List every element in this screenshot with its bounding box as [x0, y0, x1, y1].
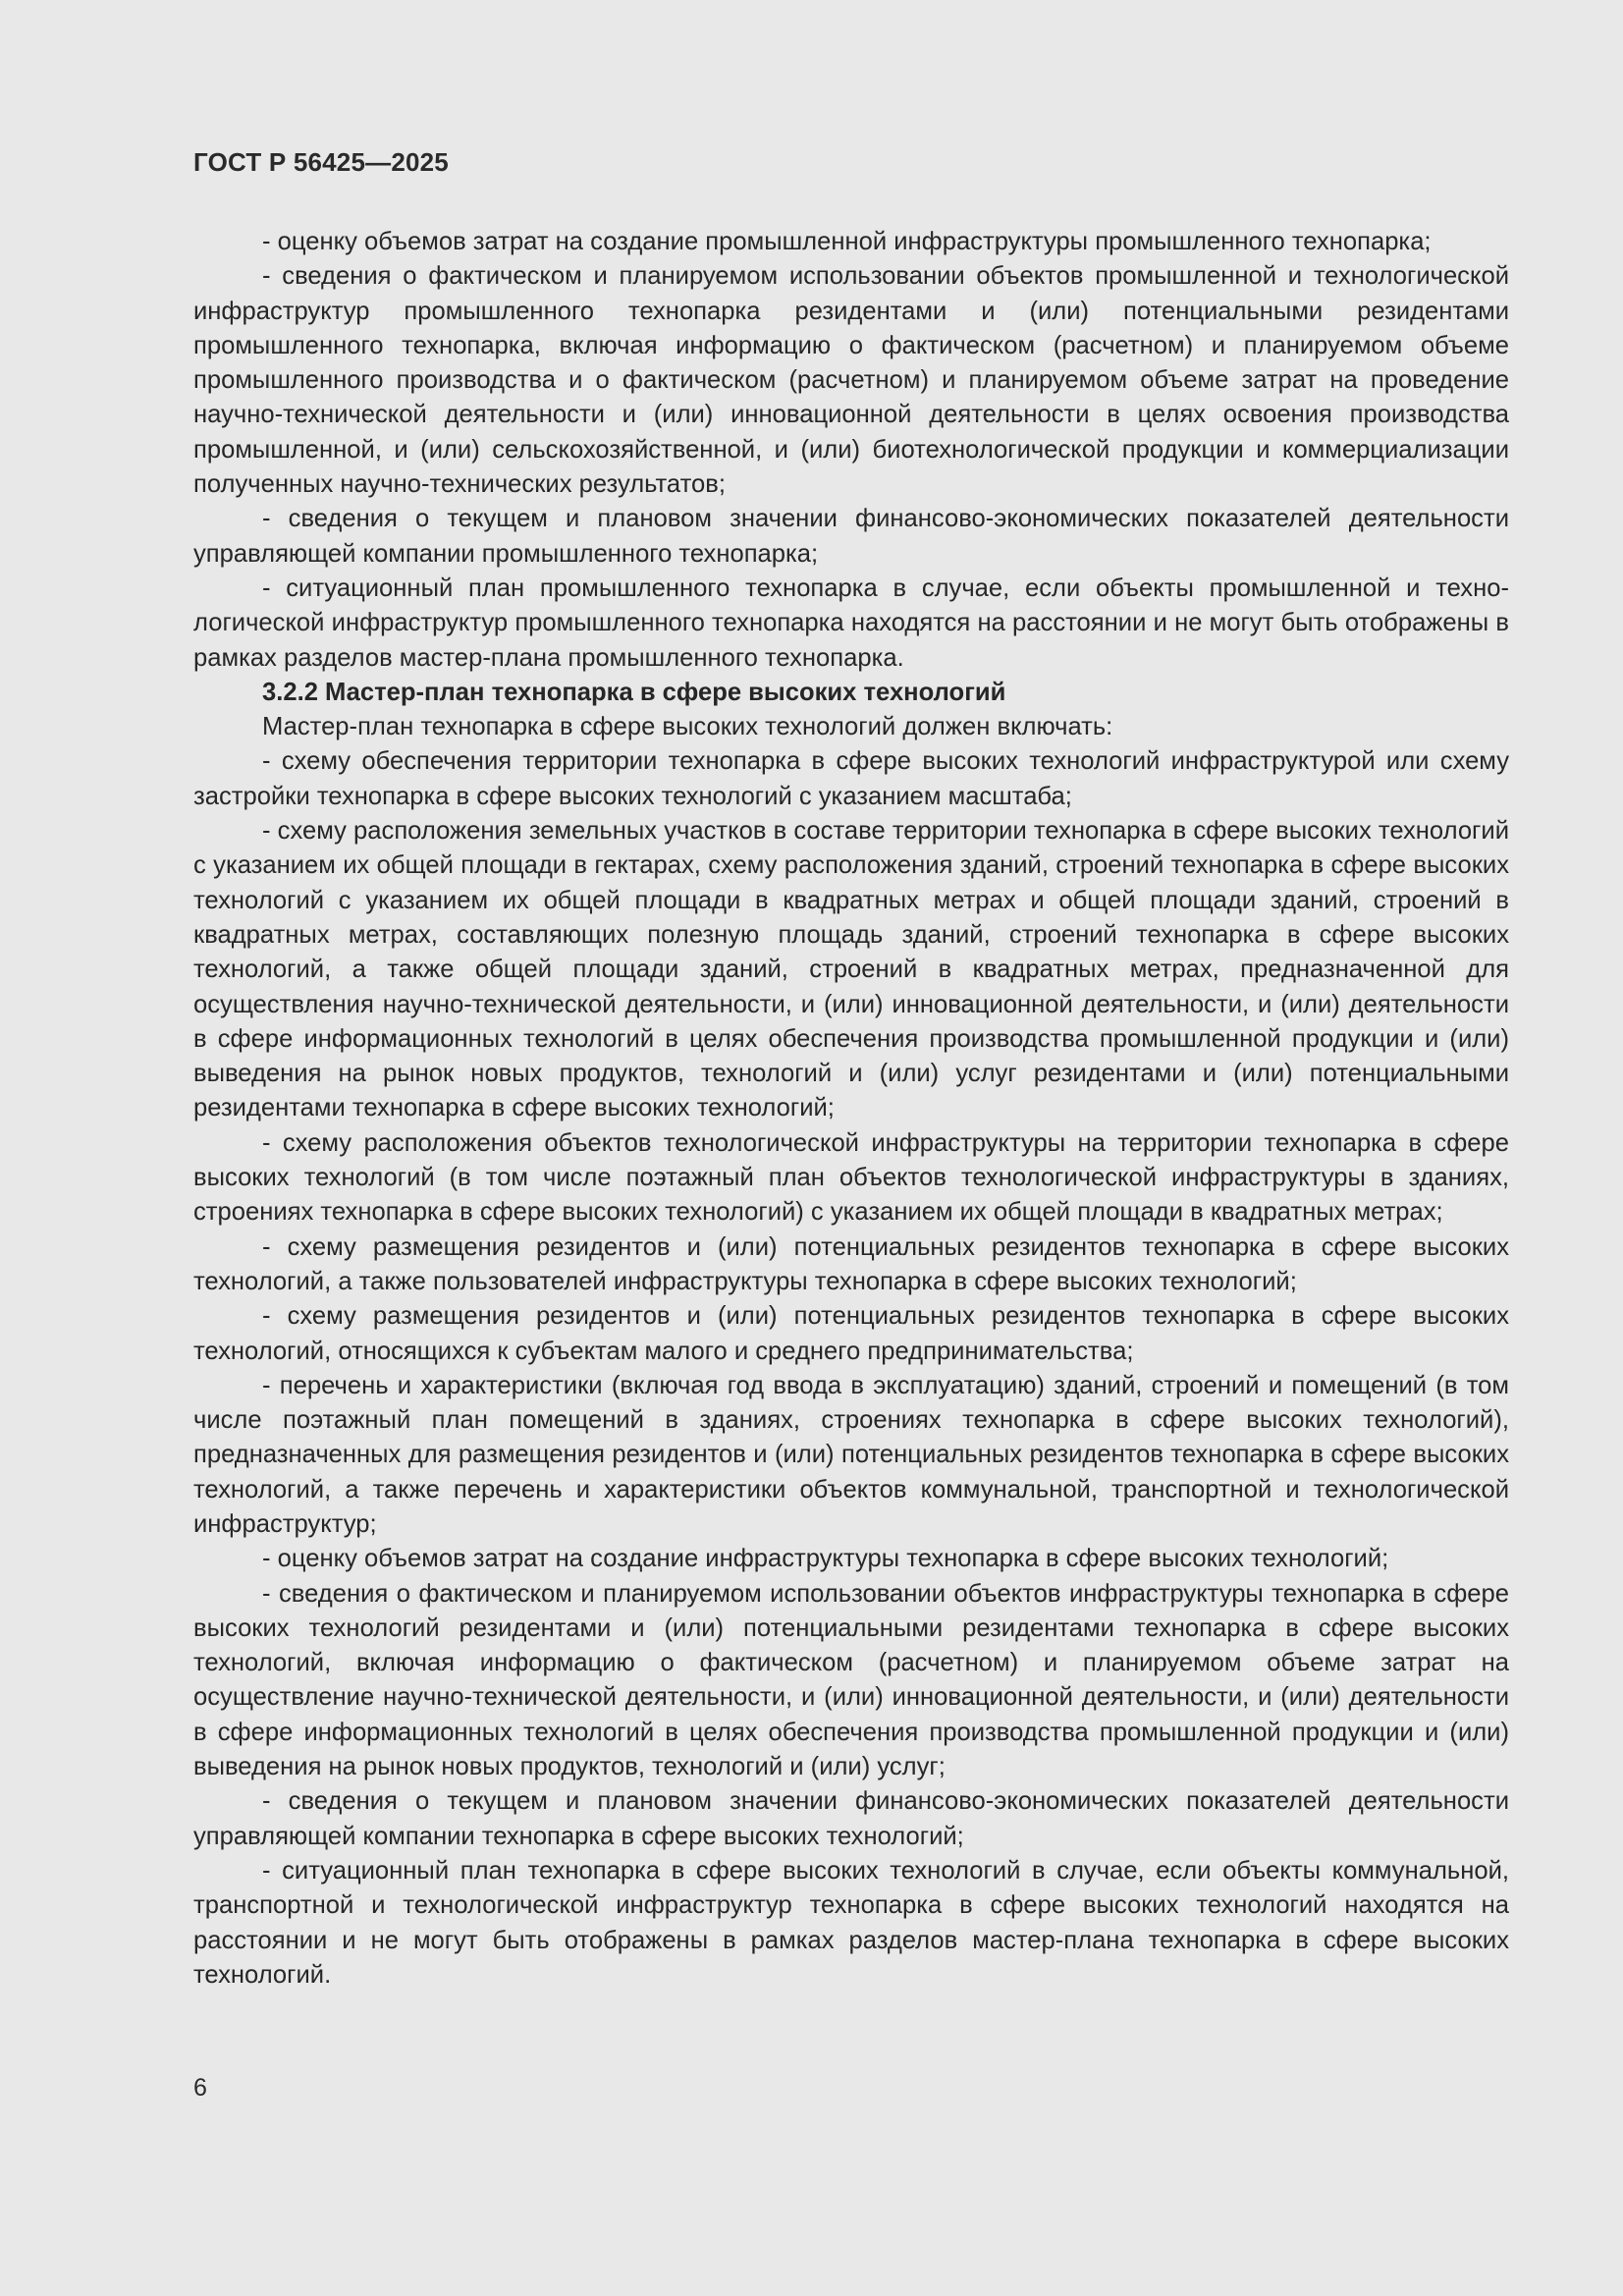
paragraph: - ситуационный план промышленного технопарка в случае, если объекты промышленной и технологической инфраструктур промышленного технопарка находятся на расстоянии и не могут быть отображены в рамках разделов мастер-плана промышленного технопарка.: [193, 574, 1509, 672]
paragraph: - сведения о текущем и плановом значении финансово-экономических показателей деятельности управляющей компании промышленного технопарка;: [193, 505, 1509, 568]
list-item: - сведения о фактическом и планируемом использовании объектов инфраструктуры технопарка в сфере высоких технологий резидентами и (или) потенциальными резидентами технопарка в сфере высоких технологий, включая информацию о фактическом (расчетном) и планируемом объеме затрат на осуществление научно-технической деятельности, и (или) инновационной деятельности, и (или) деятельности в сфере информационных технологий в целях обеспечения производства промышленной продукции и (или) выведения на рынок новых продуктов, технологий и (или) услуг;: [193, 1579, 1509, 1781]
list-item: - перечень и характеристики (включая год ввода в эксплуатацию) зданий, строений и помещений (в том числе поэтажный план помещений в зданиях, строениях технопарка в сфере высоких технологий), предназначенных для размещения резидентов и (или) потенциальных резидентов технопарка в сфере высоких технологий, а также перечень и характеристики объектов коммунальной, транспортной и технологической инфраструктур;: [193, 1371, 1509, 1538]
list-item: - схему обеспечения территории технопарка в сфере высоких технологий инфраструктурой или схему застройки технопарка в сфере высоких технологий с указанием масштаба;: [193, 747, 1509, 810]
section-intro: Мастер-план технопарка в сфере высоких технологий должен включать:: [262, 713, 1113, 741]
document-body: [193, 225, 1509, 1993]
list-item: - схему размещения резидентов и (или) потенциальных резидентов технопарка в сфере высоких технологий, а также пользователей инфраструктуры технопарка в сфере высоких технологий;: [193, 1232, 1509, 1295]
paragraph: - сведения о фактическом и планируемом использовании объектов промышленной и технологической инфраструктур промышленного технопарка резидентами и (или) потенциальными резидентами промышленного технопарка, включая информацию о фактическом (расчетном) и планируемом объеме промышленного производства и о фактическом (расчетном) и планируемом объеме затрат на проведение научно-технической деятельности и (или) инновационной деятельности в целях освоения производства промышленной, и (или) сельскохозяйственной, и (или) биотехнологической продукции и коммерциализации полученных научно-технических результатов;: [193, 262, 1509, 499]
paragraph: - оценку объемов затрат на создание промышленной инфраструктуры промышленного технопарка;: [262, 228, 1432, 255]
list-item: - ситуационный план технопарка в сфере высоких технологий в случае, если объекты коммунальной, транспортной и технологической инфраструктур технопарка в сфере высоких технологий находятся на расстоянии и не могут быть отображены в рамках разделов мастер-плана технопарка в сфере высоких технологий.: [193, 1856, 1509, 1989]
list-item: - схему расположения объектов технологической инфраструктуры на территории технопарка в сфере высоких технологий (в том числе поэтажный план объектов технологической инфраструктуры в зданиях, строениях технопарка в сфере высоких технологий) с указанием их общей площади в квадратных метрах;: [193, 1128, 1509, 1227]
list-item: - схему расположения земельных участков в составе территории технопарка в сфере высоких технологий с указанием их общей площади в гектарах, схему расположения зданий, строений технопарка в сфере высоких технологий с указанием их общей площади в квадратных метрах и общей площади зданий, строений в квадратных метрах, составляющих полезную площадь зданий, строений технопарка в сфере высоких технологий, а также общей площади зданий, строений в квадратных метрах, предназначенной для осуществления научно-технической деятельности, и (или) инновационной деятельности, и (или) деятельности в сфере информационных технологий в целях обеспечения производства промышленной продукции и (или) выведения на рынок новых продуктов, технологий и (или) услуг резидентами и (или) потенциальными резидентами технопарка в сфере высоких технологий;: [193, 817, 1509, 1122]
list-item: - оценку объемов затрат на создание инфраструктуры технопарка в сфере высоких технологий;: [262, 1545, 1389, 1573]
list-item: - сведения о текущем и плановом значении финансово-экономических показателей деятельности управляющей компании технопарка в сфере высоких технологий;: [193, 1787, 1509, 1850]
section-heading: 3.2.2 Мастер-план технопарка в сфере высоких технологий: [262, 678, 1006, 706]
page-number: 6: [193, 2074, 207, 2102]
list-item: - схему размещения резидентов и (или) потенциальных резидентов технопарка в сфере высоких технологий, относящихся к субъектам малого и среднего предпринимательства;: [193, 1302, 1509, 1365]
standard-designation: ГОСТ Р 56425—2025: [193, 147, 449, 177]
